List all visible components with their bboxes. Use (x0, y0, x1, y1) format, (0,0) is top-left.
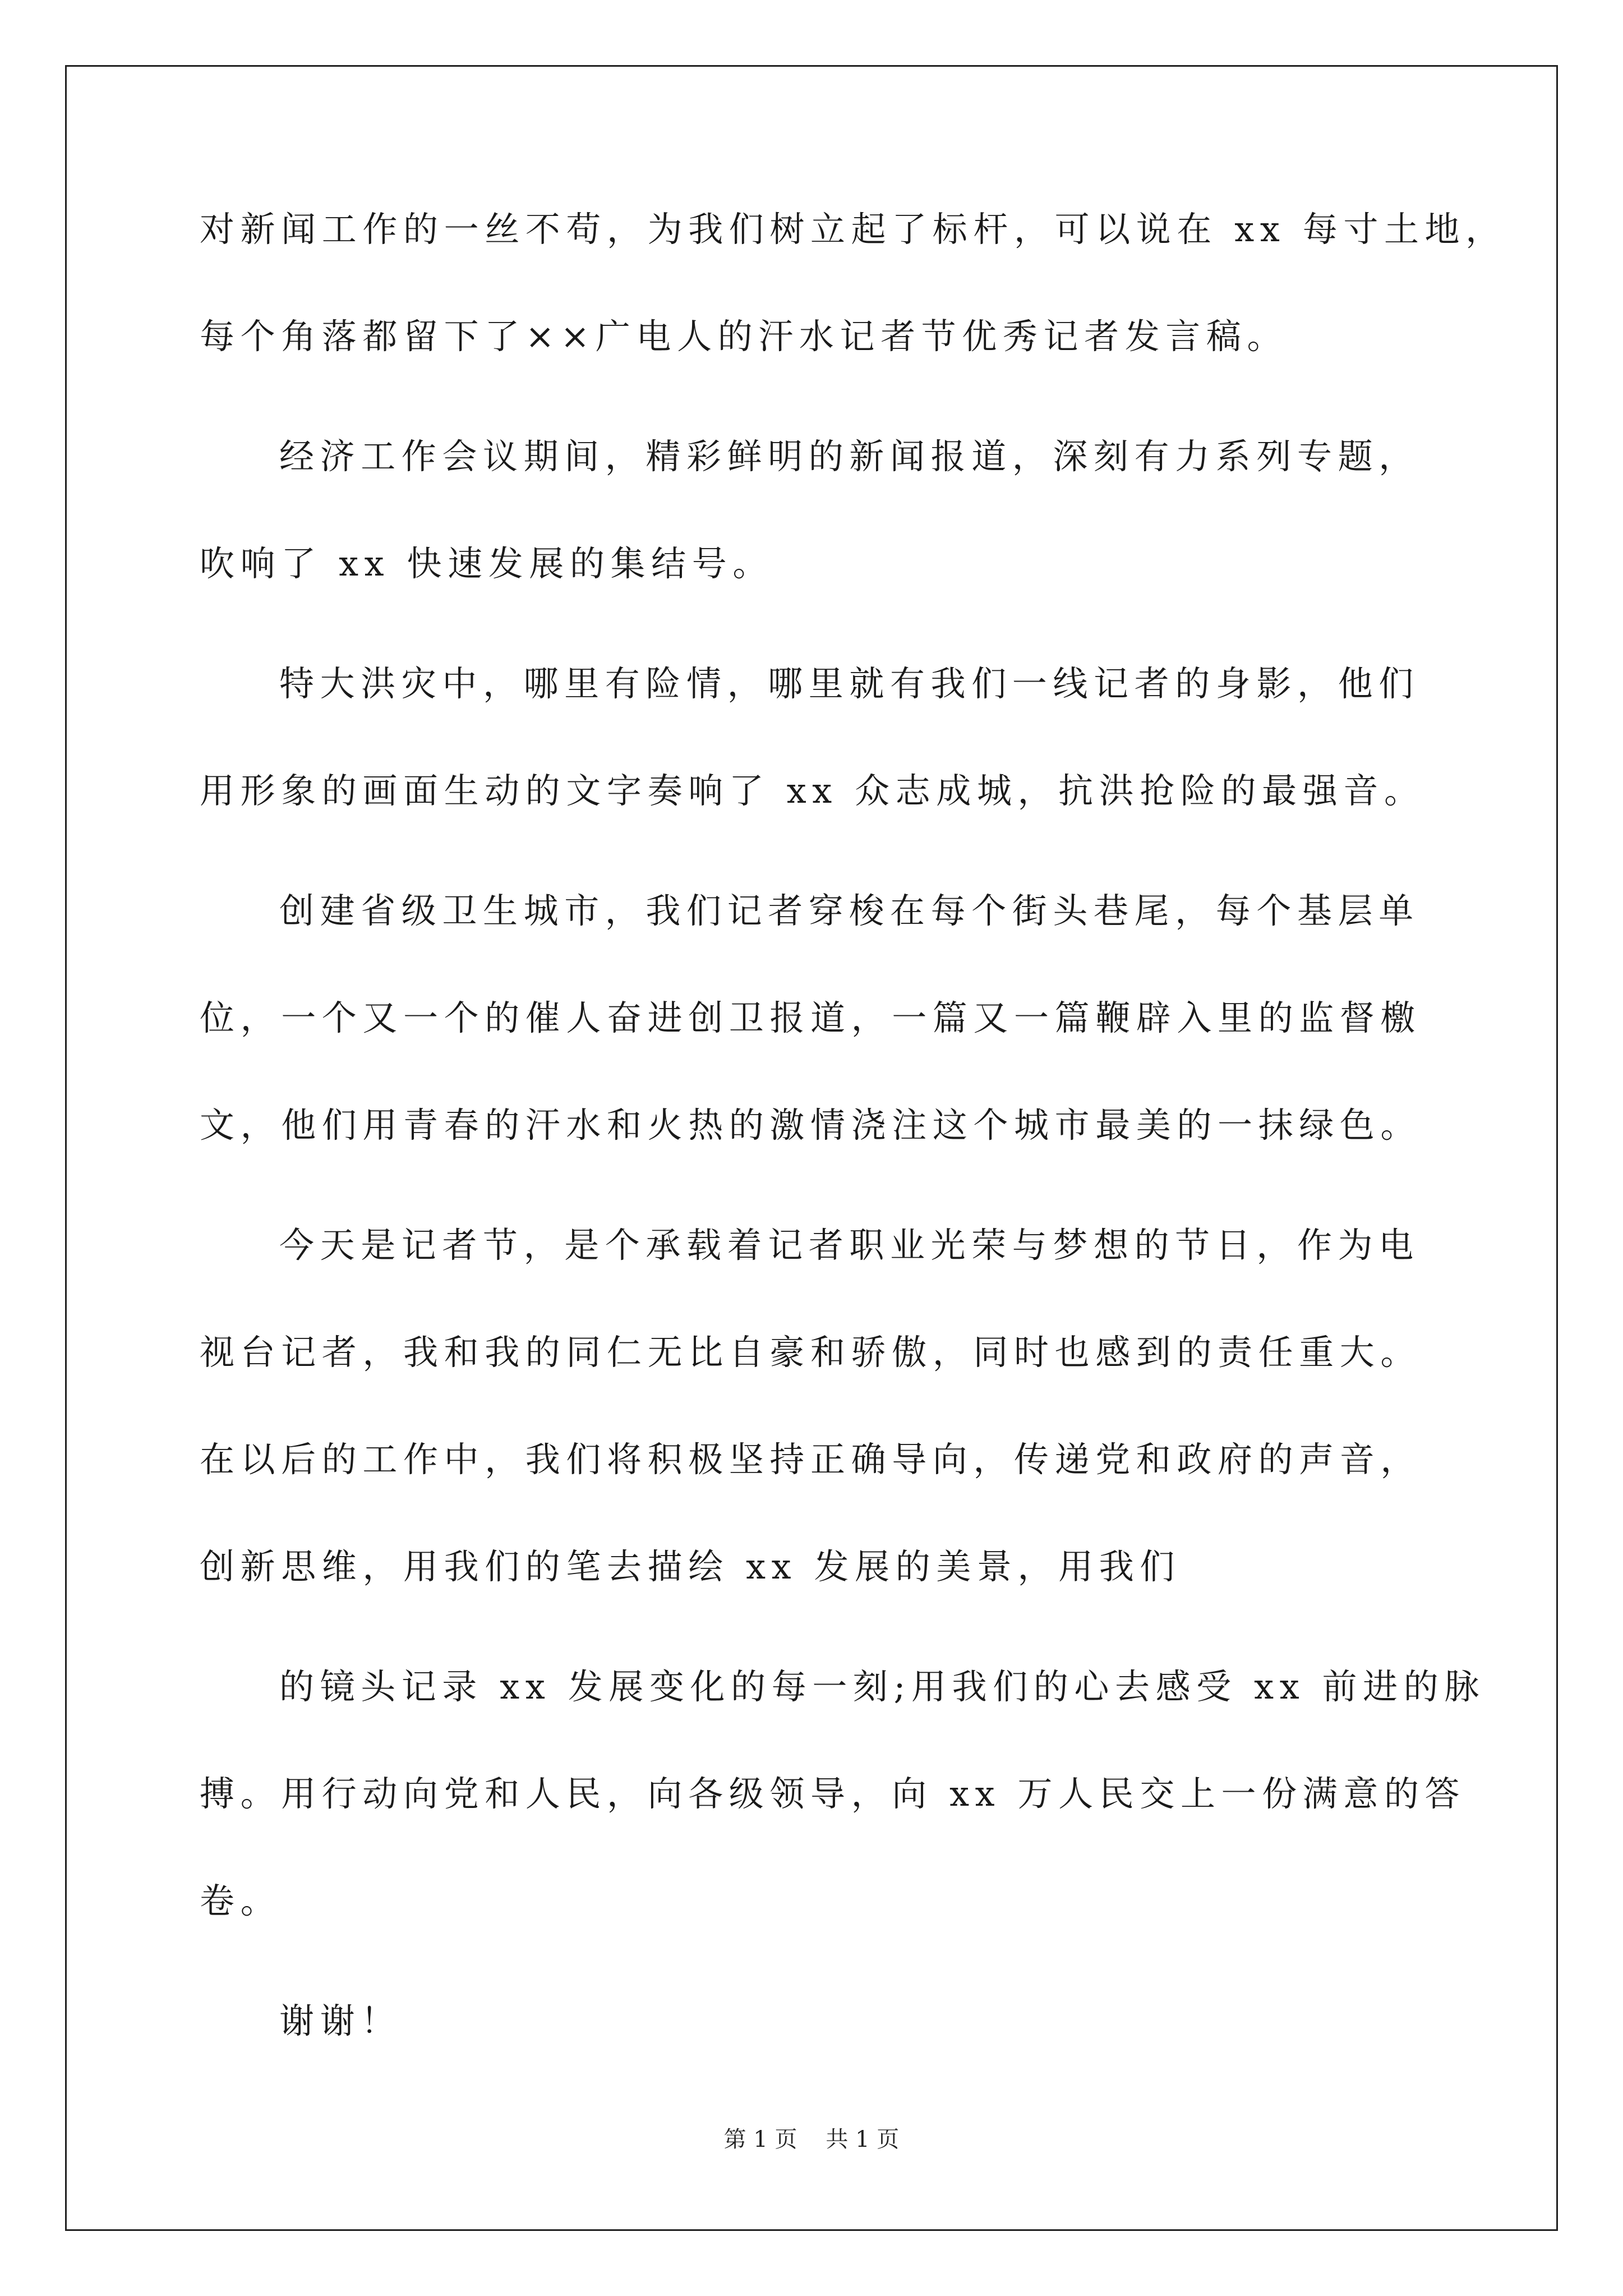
page-footer (0, 2126, 1623, 2153)
text-line-3: 经济工作会议期间，精彩鲜明的新闻报道，深刻有力系列专题， (279, 436, 1419, 477)
text-line-1: 对新闻工作的一丝不苟，为我们树立起了标杆，可以说在 xx 每寸土地， (200, 209, 1506, 250)
text-line-9: 文，他们用青春的汗水和火热的激情浇注这个城市最美的一抹绿色。 (200, 1105, 1422, 1145)
text-line-8: 位，一个又一个的催人奋进创卫报道，一篇又一篇鞭辟入里的监督檄 (200, 997, 1422, 1038)
text-line-12: 在以后的工作中，我们将积极坚持正确导向，传递党和政府的声音， (200, 1439, 1422, 1480)
text-line-6: 用形象的画面生动的文字奏响了 xx 众志成城，抗洪抢险的最强音。 (200, 770, 1425, 811)
text-line-10: 今天是记者节，是个承载着记者职业光荣与梦想的节日，作为电 (279, 1225, 1419, 1266)
text-line-14: 的镜头记录 xx 发展变化的每一刻;用我们的心去感受 xx 前进的脉 (279, 1666, 1485, 1707)
page-total: 共 1 页 (826, 2127, 900, 2152)
text-line-2: 每个角落都留下了××广电人的汗水记者节优秀记者发言稿。 (200, 316, 1288, 357)
page-number: 第 1 页 (723, 2127, 797, 2152)
text-line-15: 搏。用行动向党和人民，向各级领导，向 xx 万人民交上一份满意的答 (200, 1773, 1466, 1814)
text-line-4: 吹响了 xx 快速发展的集结号。 (200, 543, 773, 584)
text-line-16: 卷。 (200, 1880, 282, 1921)
text-line-11: 视台记者，我和我的同仁无比自豪和骄傲，同时也感到的责任重大。 (200, 1332, 1422, 1373)
text-line-7: 创建省级卫生城市，我们记者穿梭在每个街头巷尾，每个基层单 (279, 890, 1419, 931)
page-border (65, 65, 1558, 2231)
text-line-13: 创新思维，用我们的笔去描绘 xx 发展的美景，用我们 (200, 1546, 1181, 1587)
text-line-17: 谢谢！ (279, 2000, 402, 2041)
text-line-5: 特大洪灾中，哪里有险情，哪里就有我们一线记者的身影，他们 (279, 663, 1419, 704)
